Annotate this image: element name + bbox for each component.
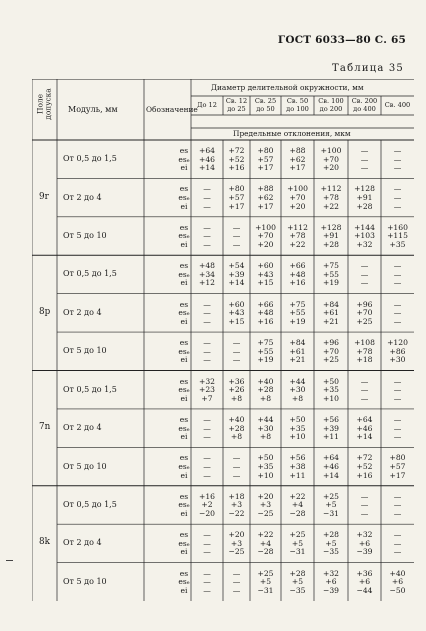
module-cell: От 0,5 до 1,5	[63, 269, 117, 279]
designation-cell: es esₑ ei	[178, 491, 190, 518]
designation-cell: es esₑ ei	[178, 261, 190, 288]
deviation-cell: +44 +30 +8	[257, 414, 274, 442]
module-cell: От 5 до 10	[63, 346, 107, 356]
deviation-cell: — — —	[393, 299, 402, 326]
deviation-cell: — — —	[203, 184, 211, 211]
range-header-3: Св. 25 до 50	[254, 97, 277, 113]
deviation-cell: +44 +30 +8	[289, 376, 306, 403]
deviation-cell: +50 +35 +10	[257, 453, 274, 480]
module-cell: От 5 до 10	[63, 461, 107, 471]
deviation-cell: — — —	[393, 146, 402, 173]
deviation-cell: +40 +6 −50	[389, 568, 406, 595]
deviation-cell: — — —	[360, 146, 369, 173]
deviation-cell: — — —	[393, 184, 402, 211]
deviation-cell: +36 +6 −44	[356, 568, 373, 595]
margin-mark	[6, 560, 13, 561]
tolerance-field-label: 7n	[39, 422, 51, 433]
designation-cell: es esₑ ei	[178, 530, 190, 557]
module-cell: От 2 до 4	[63, 423, 102, 433]
deviation-cell: +40 +28 +8	[257, 376, 274, 403]
deviation-cell: — — —	[203, 338, 211, 365]
deviation-cell: +60 +43 +15	[257, 261, 274, 288]
table-title: Таблица 35	[332, 63, 404, 74]
deviation-cell: — — —	[203, 453, 211, 480]
deviation-cell: +50 +35 +10	[322, 376, 340, 403]
deviation-cell: +16 +2 −20	[198, 491, 216, 518]
deviation-cell: +84 +61 +21	[322, 299, 340, 326]
deviation-cell: — — —	[203, 530, 211, 557]
deviation-cell: +128 +91 +28	[320, 222, 342, 250]
deviation-cell: +32 +23 +7	[198, 376, 216, 403]
deviation-cell: +112 +78 +22	[320, 184, 342, 211]
module-cell: От 2 до 4	[63, 192, 102, 202]
designation-cell: es esₑ ei	[178, 568, 190, 595]
deviation-cell: — — —	[232, 338, 241, 365]
deviation-cell: — — —	[360, 261, 369, 288]
deviation-cell: — — —	[203, 299, 211, 326]
tolerance-field-label: 8p	[39, 306, 51, 317]
deviation-cell: +96 +70 +25	[322, 338, 340, 365]
designation-cell: es esₑ ei	[178, 222, 190, 250]
deviation-cell: +75 +55 +19	[257, 338, 274, 365]
deviation-cell: +72 +52 +16	[228, 146, 245, 173]
deviation-cell: +84 +61 +21	[289, 338, 306, 365]
deviation-cell: — — —	[360, 491, 369, 518]
page-header: ГОСТ 6033—80 С. 65	[277, 34, 406, 46]
deviation-cell: +80 +57 +17	[257, 146, 274, 173]
deviation-cell: +18 +3 −22	[228, 491, 245, 518]
deviation-cell: +144 +103 +32	[354, 222, 375, 250]
deviation-cell: +88 +62 +17	[289, 146, 306, 173]
deviation-cell: +80 +57 +17	[228, 184, 245, 211]
deviation-cell: — — —	[232, 568, 241, 595]
deviation-cell: +120 +86 +30	[387, 338, 408, 365]
deviation-cell: +28 +5 −35	[289, 568, 306, 595]
deviation-cell: +160 +115 +35	[387, 222, 408, 250]
deviation-cell: +56 +39 +11	[322, 414, 340, 442]
deviation-cell: +108 +78 +18	[354, 338, 375, 365]
deviation-cell: +32 +6 −39	[356, 530, 373, 557]
tolerance-field-label: 9r	[39, 191, 49, 202]
deviation-cell: — — —	[203, 568, 211, 595]
module-cell: От 0,5 до 1,5	[63, 499, 117, 509]
deviation-cell: +48 +34 +12	[198, 261, 216, 288]
designation-cell: es esₑ ei	[178, 299, 190, 326]
deviation-cell: +66 +48 +16	[289, 261, 306, 288]
deviation-cell: +60 +43 +15	[228, 299, 245, 326]
designation-header: Обозначение	[146, 105, 198, 114]
designation-cell: es esₑ ei	[178, 376, 190, 403]
range-header-6: Св. 200 до 400	[351, 97, 378, 113]
deviation-cell: +96 +70 +25	[356, 299, 373, 326]
deviation-cell: — — —	[232, 453, 241, 480]
deviation-cell: — — —	[393, 261, 402, 288]
field-header: Поле допуска	[35, 88, 53, 120]
tolerance-table	[32, 79, 414, 601]
deviation-cell: +20 +3 −25	[228, 530, 245, 557]
deviation-cell: +112 +78 +22	[287, 222, 308, 250]
deviation-cell: +75 +55 +19	[322, 261, 340, 288]
deviation-cell: +36 +26 +8	[228, 376, 245, 403]
module-cell: От 2 до 4	[63, 307, 102, 317]
deviation-cell: +72 +52 +16	[356, 453, 373, 480]
deviation-cell: +100 +70 +20	[255, 222, 276, 250]
deviation-cell: +50 +35 +10	[289, 414, 306, 442]
deviation-cell: — — —	[393, 414, 402, 442]
deviation-cell: +32 +6 −39	[322, 568, 340, 595]
tolerance-field-label: 8k	[39, 537, 50, 548]
deviation-cell: +100 +70 +20	[287, 184, 308, 211]
range-header-1: До 12	[197, 101, 217, 109]
module-cell: От 5 до 10	[63, 576, 107, 586]
deviation-cell: — — —	[203, 222, 211, 250]
designation-cell: es esₑ ei	[178, 184, 190, 211]
deviation-cell: +88 +62 +17	[257, 184, 274, 211]
deviation-cell: — — —	[360, 376, 369, 403]
designation-cell: es esₑ ei	[178, 338, 190, 365]
deviation-cell: +40 +28 +8	[228, 414, 245, 442]
deviation-cell: +25 +5 −31	[289, 530, 306, 557]
designation-cell: es esₑ ei	[178, 146, 190, 173]
deviation-cell: +54 +39 +14	[228, 261, 245, 288]
range-header-4: Св. 50 до 100	[286, 97, 309, 113]
range-header-5: Св. 100 до 200	[318, 97, 344, 113]
deviations-header: Предельные отклонения, мкм	[233, 129, 351, 138]
deviation-cell: +66 +48 +16	[257, 299, 274, 326]
deviation-cell: +100 +70 +20	[320, 146, 342, 173]
deviation-cell: +22 +4 −28	[289, 491, 306, 518]
deviation-cell: — — —	[393, 530, 402, 557]
deviation-cell: +25 +5 −31	[257, 568, 274, 595]
module-cell: От 0,5 до 1,5	[63, 154, 117, 164]
deviation-cell: +20 +3 −25	[257, 491, 274, 518]
module-cell: От 5 до 10	[63, 231, 107, 241]
range-header-7: Св. 400	[384, 101, 411, 109]
deviation-cell: +128 +91 +28	[354, 184, 375, 211]
module-cell: От 2 до 4	[63, 538, 102, 548]
deviation-cell: +64 +46 +14	[322, 453, 340, 480]
designation-cell: es esₑ ei	[178, 414, 190, 442]
designation-cell: es esₑ ei	[178, 453, 190, 480]
deviation-cell: +56 +38 +11	[289, 453, 306, 480]
deviation-cell: +28 +5 −35	[322, 530, 340, 557]
deviation-cell: +64 +46 +14	[198, 146, 216, 173]
deviation-cell: +80 +57 +17	[389, 453, 406, 480]
deviation-cell: — — —	[393, 376, 402, 403]
module-cell: От 0,5 до 1,5	[63, 384, 117, 394]
range-header-2: Св. 12 до 25	[225, 97, 248, 113]
deviation-cell: — — —	[393, 491, 402, 518]
deviation-cell: +25 +5 −31	[322, 491, 340, 518]
diameter-header: Диаметр делительной окружности, мм	[211, 83, 364, 92]
deviation-cell: +75 +55 +19	[289, 299, 306, 326]
deviation-cell: — — —	[203, 414, 211, 442]
module-header: Модуль, мм	[68, 105, 118, 114]
deviation-cell: — — —	[232, 222, 241, 250]
deviation-cell: +22 +4 −28	[257, 530, 274, 557]
deviation-cell: +64 +46 +14	[356, 414, 373, 442]
